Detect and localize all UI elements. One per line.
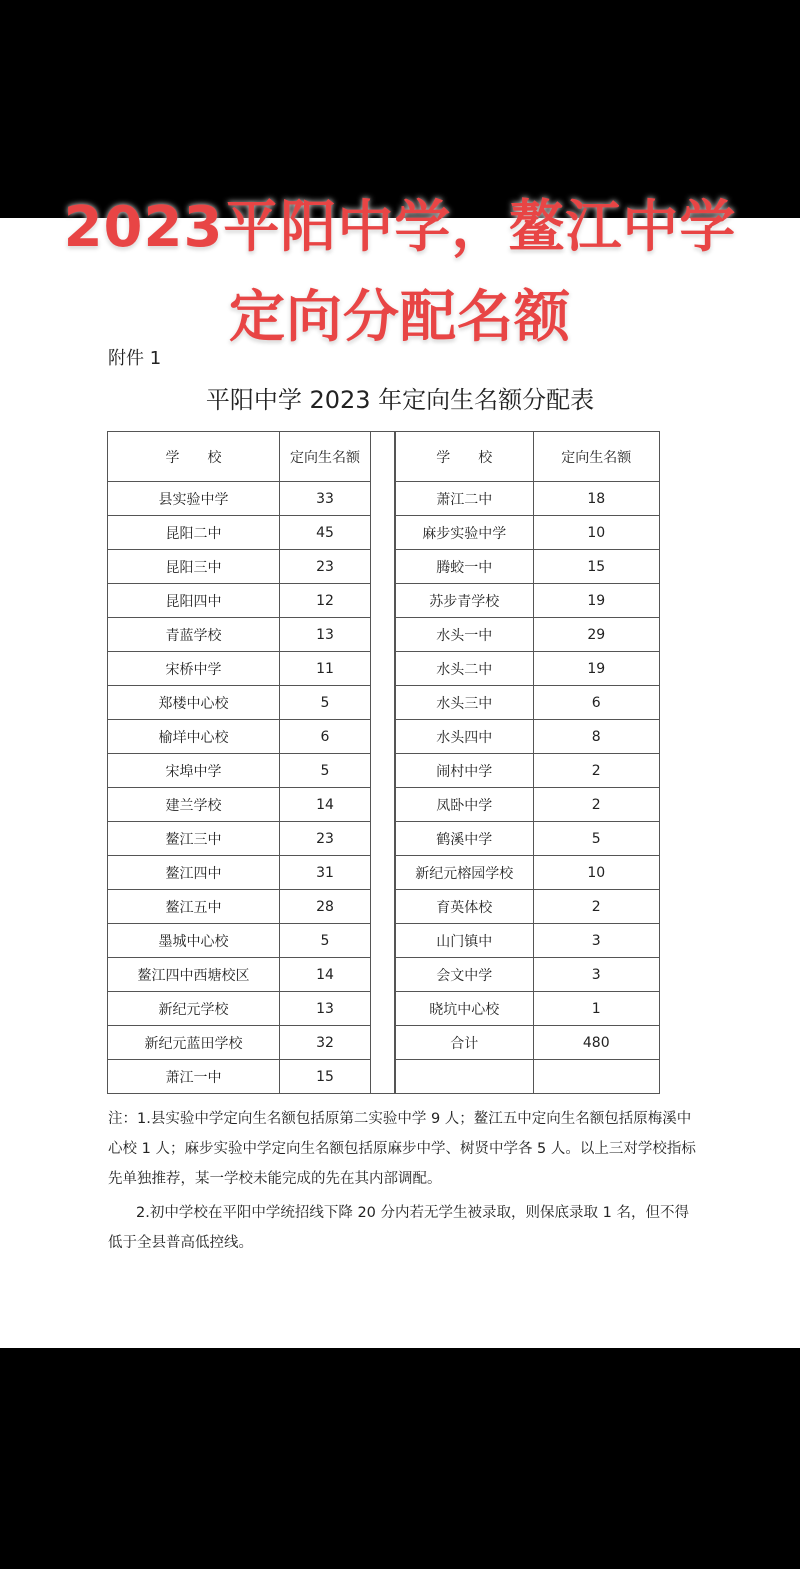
- table-row: [108, 550, 371, 584]
- table-title: 平阳中学 2023 年定向生名额分配表: [205, 386, 595, 414]
- quota-cell: 3: [533, 958, 660, 992]
- overlay-title-line2: 定向分配名额: [229, 285, 571, 350]
- table-row: [396, 958, 660, 992]
- bottom-black-band: [0, 1348, 800, 1569]
- quota-cell: 29: [533, 618, 660, 652]
- quota-cell: 3: [533, 924, 660, 958]
- school-name-cell: 鳌江四中: [108, 856, 280, 890]
- quota-cell: 11: [280, 652, 371, 686]
- table-row: [396, 482, 660, 516]
- table-row: [396, 720, 660, 754]
- notes-section: [108, 1104, 700, 1258]
- school-name-cell: 育英体校: [396, 890, 534, 924]
- table-row: [396, 822, 660, 856]
- quota-cell: 15: [280, 1060, 371, 1094]
- quota-cell: 19: [533, 652, 660, 686]
- school-name-cell: 宋桥中学: [108, 652, 280, 686]
- school-name-cell: 凤卧中学: [396, 788, 534, 822]
- table-row: [108, 584, 371, 618]
- quota-cell: 2: [533, 754, 660, 788]
- table-row: [108, 924, 371, 958]
- school-name-cell: 水头一中: [396, 618, 534, 652]
- table-row: [396, 686, 660, 720]
- quota-cell: 2: [533, 890, 660, 924]
- table-row: [108, 516, 371, 550]
- quota-cell: 28: [280, 890, 371, 924]
- table-row: [396, 924, 660, 958]
- overlay-title-line1: 2023平阳中学，鳌江中学: [63, 195, 737, 260]
- table-row: [396, 516, 660, 550]
- school-name-cell: 晓坑中心校: [396, 992, 534, 1026]
- right-allocation-table: [395, 431, 660, 1094]
- table-row: [396, 992, 660, 1026]
- table-row: [108, 482, 371, 516]
- school-name-cell: 青蓝学校: [108, 618, 280, 652]
- quota-cell: 6: [280, 720, 371, 754]
- table-row: [108, 788, 371, 822]
- table-row: [108, 720, 371, 754]
- quota-cell: 5: [280, 686, 371, 720]
- quota-cell: 23: [280, 822, 371, 856]
- school-name-cell: 建兰学校: [108, 788, 280, 822]
- school-name-cell: 闹村中学: [396, 754, 534, 788]
- school-name-cell: 鳌江三中: [108, 822, 280, 856]
- school-name-cell: 水头二中: [396, 652, 534, 686]
- school-name-cell: 萧江一中: [108, 1060, 280, 1094]
- school-name-cell: 新纪元榕园学校: [396, 856, 534, 890]
- quota-cell: 23: [280, 550, 371, 584]
- left-allocation-table: [107, 431, 371, 1094]
- school-name-cell: 昆阳四中: [108, 584, 280, 618]
- table-row: [396, 856, 660, 890]
- school-name-cell: 新纪元学校: [108, 992, 280, 1026]
- table-row: [108, 686, 371, 720]
- quota-cell: 14: [280, 788, 371, 822]
- quota-cell: 10: [533, 516, 660, 550]
- school-name-cell: 水头四中: [396, 720, 534, 754]
- table-row: [108, 1026, 371, 1060]
- header-quota: 定向生名额: [533, 432, 660, 482]
- quota-cell: 5: [280, 754, 371, 788]
- school-name-cell: 水头三中: [396, 686, 534, 720]
- header-school: 学 校: [396, 432, 534, 482]
- quota-cell: [533, 1060, 660, 1094]
- school-name-cell: 郑楼中心校: [108, 686, 280, 720]
- table-row: [396, 1026, 660, 1060]
- table-row: [396, 754, 660, 788]
- quota-cell: 33: [280, 482, 371, 516]
- table-row: [108, 822, 371, 856]
- table-row: [108, 992, 371, 1026]
- school-name-cell: 宋埠中学: [108, 754, 280, 788]
- quota-cell: 5: [280, 924, 371, 958]
- school-name-cell: 墨城中心校: [108, 924, 280, 958]
- school-name-cell: 榆垟中心校: [108, 720, 280, 754]
- school-name-cell: 昆阳二中: [108, 516, 280, 550]
- school-name-cell: 新纪元蓝田学校: [108, 1026, 280, 1060]
- quota-cell: 6: [533, 686, 660, 720]
- school-name-cell: 合计: [396, 1026, 534, 1060]
- quota-cell: 15: [533, 550, 660, 584]
- school-name-cell: 苏步青学校: [396, 584, 534, 618]
- school-name-cell: 萧江二中: [396, 482, 534, 516]
- table-row: [396, 890, 660, 924]
- school-name-cell: [396, 1060, 534, 1094]
- table-row: [108, 856, 371, 890]
- quota-cell: 10: [533, 856, 660, 890]
- quota-cell: 5: [533, 822, 660, 856]
- table-row: [108, 1060, 371, 1094]
- table-row: [108, 754, 371, 788]
- table-row: [396, 618, 660, 652]
- quota-cell: 2: [533, 788, 660, 822]
- school-name-cell: 鳌江五中: [108, 890, 280, 924]
- school-name-cell: 昆阳三中: [108, 550, 280, 584]
- table-row: [108, 618, 371, 652]
- school-name-cell: 腾蛟一中: [396, 550, 534, 584]
- table-row: [108, 890, 371, 924]
- quota-cell: 1: [533, 992, 660, 1026]
- attachment-label: 附件 1: [108, 348, 162, 369]
- table-divider-gap: [370, 431, 395, 1094]
- table-row: [108, 958, 371, 992]
- quota-cell: 19: [533, 584, 660, 618]
- table-row: [396, 652, 660, 686]
- school-name-cell: 会文中学: [396, 958, 534, 992]
- quota-cell: 480: [533, 1026, 660, 1060]
- table-row: [396, 584, 660, 618]
- school-name-cell: 鹤溪中学: [396, 822, 534, 856]
- quota-cell: 32: [280, 1026, 371, 1060]
- quota-cell: 12: [280, 584, 371, 618]
- quota-cell: 8: [533, 720, 660, 754]
- header-quota: 定向生名额: [280, 432, 371, 482]
- school-name-cell: 山门镇中: [396, 924, 534, 958]
- quota-cell: 31: [280, 856, 371, 890]
- quota-cell: 13: [280, 992, 371, 1026]
- top-black-band: [0, 0, 800, 218]
- allocation-tables: [107, 431, 660, 1095]
- table-row: [396, 550, 660, 584]
- quota-cell: 13: [280, 618, 371, 652]
- table-row: [108, 652, 371, 686]
- quota-cell: 14: [280, 958, 371, 992]
- quota-cell: 45: [280, 516, 371, 550]
- table-header-row: [396, 432, 660, 482]
- school-name-cell: 县实验中学: [108, 482, 280, 516]
- note-2: 2.初中学校在平阳中学统招线下降 20 分内若无学生被录取，则保底录取 1 名，但不得低于全县普高低控线。: [108, 1205, 689, 1251]
- header-school: 学 校: [108, 432, 280, 482]
- note-1: 注：1.县实验中学定向生名额包括原第二实验中学 9 人；鳌江五中定向生名额包括原梅溪中心校 1 人；麻步实验中学定向生名额包括原麻步中学、树贤中学各 5 人。以上三对学校指标先单独推荐，某一学校未能完成的先在其内部调配。: [108, 1111, 696, 1187]
- school-name-cell: 鳌江四中西塘校区: [108, 958, 280, 992]
- table-header-row: [108, 432, 371, 482]
- school-name-cell: 麻步实验中学: [396, 516, 534, 550]
- table-row: [396, 788, 660, 822]
- quota-cell: 18: [533, 482, 660, 516]
- table-row: [396, 1060, 660, 1094]
